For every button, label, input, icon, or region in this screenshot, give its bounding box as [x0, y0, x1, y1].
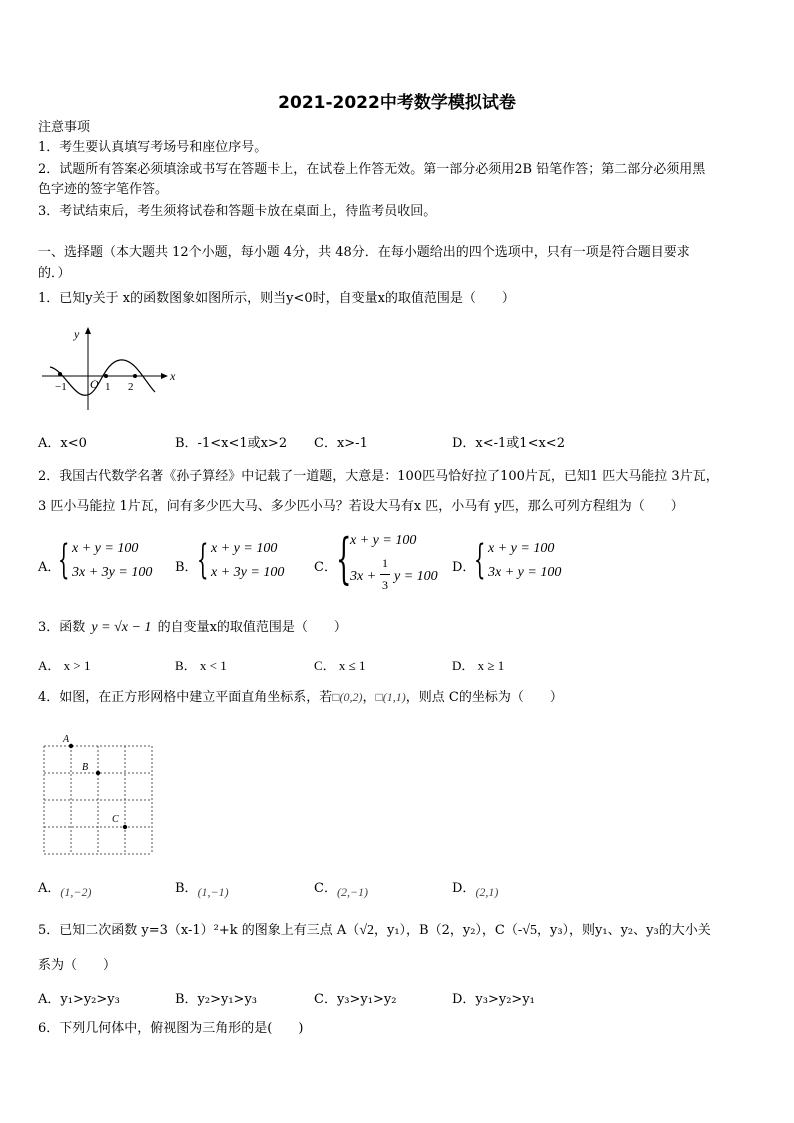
q4-option-c-label: C． — [314, 881, 337, 896]
note-item-3: 3．考试结束后，考生须将试卷和答题卡放在桌面上，待监考员收回。 — [38, 204, 437, 219]
q4-option-a-value: (1,−2) — [60, 885, 92, 899]
q2-option-d-label: D． — [452, 560, 476, 575]
q3-function: y = √x − 1 — [91, 620, 152, 635]
q5-sqrt5: √5 — [522, 923, 537, 938]
q4-coord-1: □(0,2) — [332, 690, 363, 704]
q4-option-d-value: (2,1) — [475, 885, 499, 899]
note-item-2-cont: 色字迹的签字笔作答。 — [38, 182, 169, 197]
q4-option-d-label: D． — [452, 881, 476, 896]
section-heading-cont: 的．） — [38, 266, 71, 281]
q2-c-eq1: x + y = 100 — [350, 533, 417, 548]
q4-option-c-value: (2,−1) — [336, 885, 369, 899]
q4-option-a[interactable] — [38, 877, 92, 899]
grid-point-a: A — [63, 734, 70, 745]
q2-option-a[interactable] — [38, 538, 163, 586]
q3-option-a[interactable]: A． x > 1 — [38, 658, 91, 673]
brace-icon: { — [474, 537, 486, 583]
q5-option-b[interactable]: B．y₂>y₁>y₃ — [175, 992, 258, 1007]
question-3-stem — [38, 618, 347, 638]
q2-option-b[interactable] — [175, 538, 300, 586]
graph-x-label: x — [170, 369, 176, 383]
q2-option-d[interactable] — [452, 538, 577, 586]
q2-d-eq2: 3x + y = 100 — [488, 565, 562, 580]
question-5-stem-cont: 系为（ ） — [38, 958, 117, 973]
q2-option-a-label: A． — [38, 560, 61, 575]
q5-option-a[interactable]: A．y₁>y₂>y₃ — [38, 992, 120, 1007]
brace-icon: { — [336, 527, 352, 590]
q5-sqrt2: √2 — [359, 923, 374, 938]
question-4-stem: 4．如图，在正方形网格中建立平面直角坐标系，若□(0,2)，□(1,1)，则点 C的坐标为（ ） — [38, 690, 563, 705]
q1-option-c[interactable]: C．x>-1 — [314, 436, 368, 451]
brace-icon: { — [197, 537, 209, 583]
q3-stem-a: 3．函数 — [38, 620, 86, 635]
q2-option-b-label: B． — [175, 560, 198, 575]
q5-stem-a: 5．已知二次函数 y=3（x-1）²+k 的图象上有三点 A（ — [38, 923, 360, 938]
brace-icon: { — [58, 537, 70, 583]
q5-option-c[interactable]: C．y₃>y₁>y₂ — [314, 992, 397, 1007]
grid-point-b: B — [82, 762, 89, 773]
q2-option-c[interactable] — [314, 528, 449, 598]
q4-stem-b: ，则点 C的坐标为（ ） — [405, 690, 563, 705]
q2-c-eq2-a: 3x + — [350, 569, 377, 584]
note-item-2: 2．试题所有答案必须填涂或书写在答题卡上，在试卷上作答无效。第一部分必须用2B 铅笔作答；第二部分必须用黑 — [38, 162, 706, 177]
q5-stem-b: ，y₁），B（2，y₂），C（- — [374, 923, 523, 938]
q3-option-b[interactable]: B． x < 1 — [175, 658, 227, 673]
q4-option-b[interactable] — [175, 877, 229, 899]
question-5-stem — [38, 921, 711, 941]
q4-option-d[interactable] — [452, 877, 499, 899]
notes-heading: 注意事项 — [38, 120, 91, 135]
q3-option-d[interactable]: D． x ≥ 1 — [452, 658, 505, 673]
q4-option-b-value: (1,−1) — [197, 885, 229, 899]
question-6-stem: 6．下列几何体中，俯视图为三角形的是( ) — [38, 1021, 304, 1036]
page-title: 2021-2022中考数学模拟试卷 — [278, 93, 516, 113]
q2-c-eq2-b: y = 100 — [394, 569, 438, 584]
grid-point-c: C — [112, 814, 119, 825]
q4-option-a-label: A． — [38, 881, 61, 896]
q2-a-eq2: 3x + 3y = 100 — [72, 565, 153, 580]
question-1-graph — [40, 322, 190, 412]
q4-option-c[interactable] — [314, 877, 369, 899]
q2-b-eq2: x + 3y = 100 — [211, 565, 285, 580]
q2-a-eq1: x + y = 100 — [72, 541, 139, 556]
q2-c-frac-den: 3 — [382, 578, 388, 592]
graph-tick-1: 1 — [105, 381, 111, 393]
q5-stem-c: ，y₃），则y₁、y₂、y₃的大小关 — [536, 923, 711, 938]
question-2-stem-cont: 3 匹小马能拉 1片瓦，问有多少匹大马、多少匹小马？若设大马有x 匹，小马有 y匹，那么可列方程组为（ ） — [38, 499, 684, 514]
graph-tick-neg1: −1 — [55, 381, 67, 393]
section-heading: 一、选择题（本大题共 12个小题，每小题 4分，共 48分．在每小题给出的四个选项中，只有一项是符合题目要求 — [38, 245, 690, 260]
q1-option-d[interactable]: D．x<-1或1<x<2 — [452, 436, 565, 451]
question-1-stem: 1．已知y关于 x的函数图象如图所示，则当y<0时，自变量x的取值范围是（ ） — [38, 291, 515, 306]
q4-option-b-label: B． — [175, 881, 198, 896]
q2-d-eq1: x + y = 100 — [488, 541, 555, 556]
q2-option-c-label: C． — [314, 560, 337, 575]
q1-option-b[interactable]: B．-1<x<1或x>2 — [175, 436, 288, 451]
graph-origin: O — [90, 377, 99, 391]
q2-b-eq1: x + y = 100 — [211, 541, 278, 556]
q3-stem-b: 的自变量x的取值范围是（ ） — [157, 620, 347, 635]
q2-c-frac-num: 1 — [382, 556, 388, 570]
q1-option-a[interactable]: A．x<0 — [38, 436, 87, 451]
question-2-stem: 2．我国古代数学名著《孙子算经》中记载了一道题，大意是：100匹马恰好拉了100片瓦，已知1 匹大马能拉 3片瓦， — [38, 469, 719, 484]
q4-stem-a: 4．如图，在正方形网格中建立平面直角坐标系，若 — [38, 690, 333, 705]
graph-y-label: y — [74, 327, 80, 341]
graph-tick-2: 2 — [128, 381, 134, 393]
q4-coord-2: □(1,1) — [375, 690, 406, 704]
note-item-1: 1．考生要认真填写考场号和座位序号。 — [38, 140, 268, 155]
question-4-grid — [36, 734, 158, 860]
q5-option-d[interactable]: D．y₃>y₂>y₁ — [452, 992, 535, 1007]
q3-option-c[interactable]: C． x ≤ 1 — [314, 658, 366, 673]
